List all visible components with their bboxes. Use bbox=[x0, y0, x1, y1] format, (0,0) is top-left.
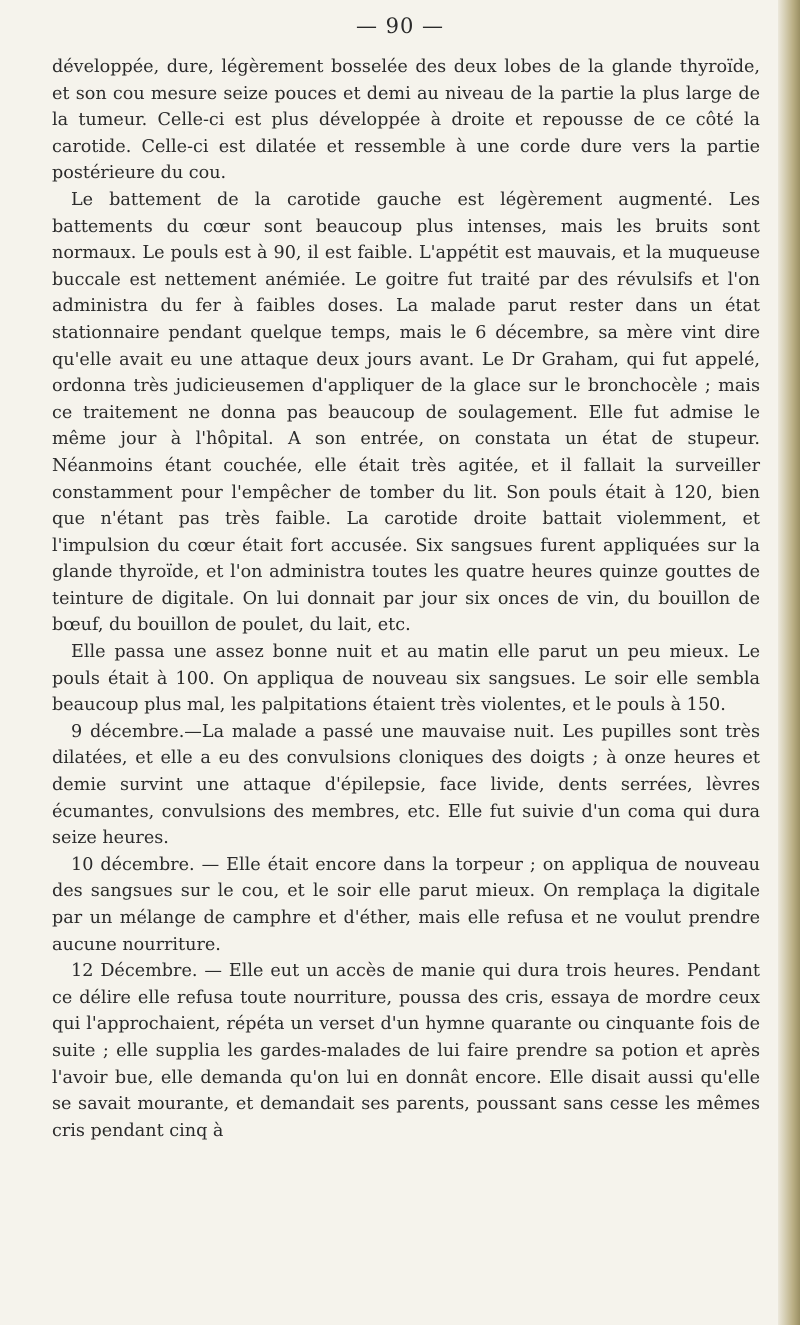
body-text bbox=[52, 54, 760, 1144]
paragraph: 9 décembre.—La malade a passé une mauvaise nuit. Les pupilles sont très dilatées, et elle a eu des convulsions cloniques des doigts ; à onze heures et demie survint une attaque d'épilepsie, face livide, dents serrées, lèvres écumantes, convulsions des membres, etc. Elle fut suivie d'un coma qui dura seize heures. bbox=[52, 721, 760, 849]
paragraph: 12 Décembre. — Elle eut un accès de manie qui dura trois heures. Pendant ce délire elle refusa toute nourriture, poussa des cris, essaya de mordre ceux qui l'approchaient, répéta un verset d'un hymne quarante ou cinquante fois de suite ; elle supplia les gardes-malades de lui faire prendre sa potion et après l'avoir bue, elle demanda qu'on lui en donnât encore. Elle disait aussi qu'elle se savait mourante, et demandait ses parents, poussant sans cesse les mêmes cris pendant cinq à bbox=[52, 961, 760, 1141]
paragraph: 10 décembre. — Elle était encore dans la torpeur ; on appliqua de nouveau des sangsues sur le cou, et le soir elle parut mieux. On remplaça la digitale par un mélange de camphre et d'éther, mais elle refusa et ne voulut prendre aucune nourriture. bbox=[52, 854, 760, 955]
page-edge bbox=[778, 0, 800, 1325]
paragraph: Le battement de la carotide gauche est légèrement augmenté. Les battements du cœur sont beaucoup plus intenses, mais les bruits sont normaux. Le pouls est à 90, il est faible. L'appétit est mauvais, et la muqueuse buccale est nettement anémiée. Le goitre fut traité par des révulsifs et l'on administra du fer à faibles doses. La malade parut rester dans un état stationnaire pendant quelque temps, mais le 6 décembre, sa mère vint dire qu'elle avait eu une attaque deux jours avant. Le Dr Graham, qui fut appelé, ordonna très judicieusemen d'appliquer de la glace sur le bronchocèle ; mais ce traitement ne donna pas beaucoup de soulagement. Elle fut admise le même jour à l'hôpital. A son entrée, on constata un état de stupeur. Néanmoins étant couchée, elle était très agitée, et il fallait la surveiller constamment pour l'empêcher de tomber du lit. Son pouls était à 120, bien que n'étant pas très faible. La carotide droite battait violemment, et l'impulsion du cœur était fort accusée. Six sangsues furent appliquées sur la glande thyroïde, et l'on administra toutes les quatre heures quinze gouttes de teinture de digitale. On lui donnait par jour six onces de vin, du bouillon de bœuf, du bouillon de poulet, du lait, etc. bbox=[52, 189, 760, 636]
page-number: — 90 — bbox=[355, 14, 445, 38]
paragraph: développée, dure, légèrement bosselée des deux lobes de la glande thyroïde, et son cou mesure seize pouces et demi au niveau de la partie la plus large de la tumeur. Celle-ci est plus développée à droite et repousse de ce côté la carotide. Celle-ci est dilatée et ressemble à une corde dure vers la partie postérieure du cou. bbox=[52, 57, 760, 184]
paragraph: Elle passa une assez bonne nuit et au matin elle parut un peu mieux. Le pouls était à 100. On appliqua de nouveau six sangsues. Le soir elle sembla beaucoup plus mal, les palpitations étaient très violentes, et le pouls à 150. bbox=[52, 642, 760, 716]
